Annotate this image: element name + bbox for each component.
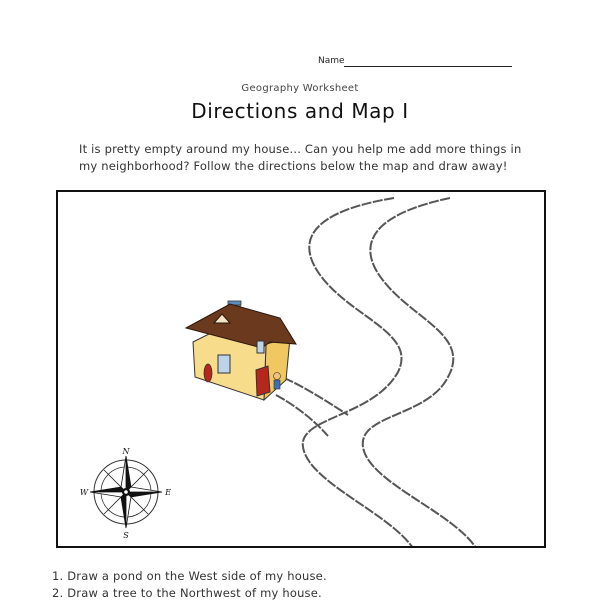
road-right-edge (363, 198, 476, 548)
house-side-door (204, 364, 212, 382)
compass-east-label: E (165, 488, 171, 497)
house-upper-window (257, 341, 264, 353)
worksheet-subtitle: Geography Worksheet (241, 83, 359, 94)
person-head (274, 373, 281, 380)
compass-north-label: N (122, 447, 130, 456)
directions-list (52, 568, 327, 602)
map-frame (56, 190, 546, 548)
intro-text: It is pretty empty around my house... Can you help me add more things in my neighborhood? Follow the directions below the map and draw away! (79, 142, 522, 173)
road-left-edge (303, 198, 413, 548)
name-line (344, 66, 512, 67)
map-drawing (58, 192, 546, 548)
compass-west-label: W (79, 488, 89, 497)
direction-item: 1. Draw a pond on the West side of my house. (52, 569, 327, 583)
worksheet-title: Directions and Map I (191, 99, 409, 123)
road (276, 198, 476, 548)
house-illustration (186, 301, 296, 400)
driveway-bottom-edge (276, 395, 328, 436)
house-front-window (218, 355, 230, 373)
house-front-door (256, 366, 270, 396)
name-label: Name (318, 56, 345, 66)
compass-rose (80, 447, 171, 540)
person-body (274, 380, 280, 389)
direction-item: 2. Draw a tree to the Northwest of my house. (52, 586, 322, 600)
compass-south-label: S (123, 531, 129, 540)
driveway-top-edge (284, 378, 348, 415)
